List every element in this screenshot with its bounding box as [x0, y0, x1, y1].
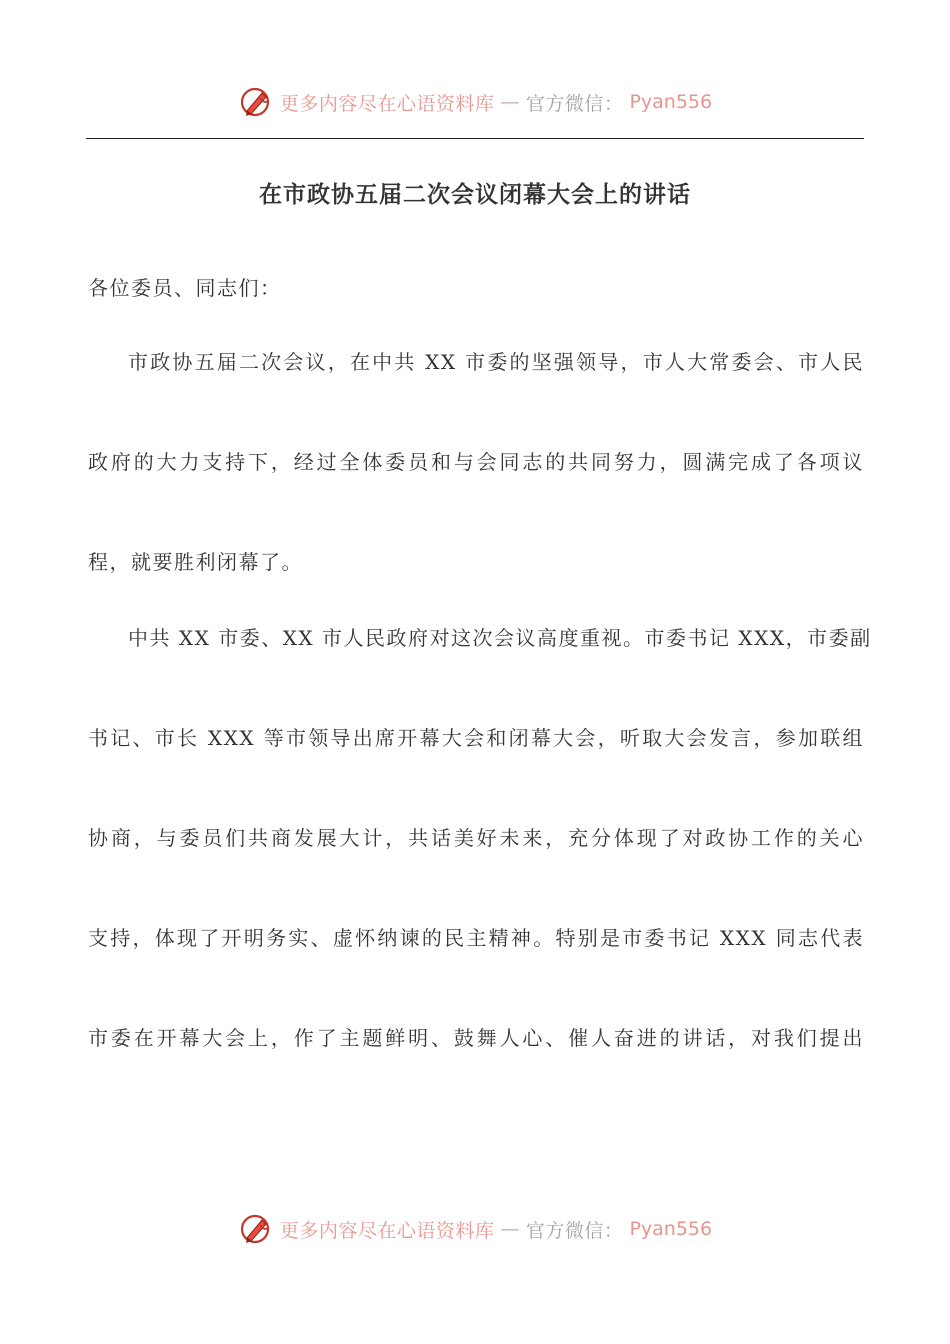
banner-label: 官方微信： — [525, 1219, 624, 1242]
paragraph-line: 市委在开幕大会上，作了主题鲜明、鼓舞人心、催人奋进的讲话，对我们提出 — [88, 1026, 864, 1050]
paragraph-line: 协商，与委员们共商发展大计，共话美好未来，充分体现了对政协工作的关心 — [88, 826, 864, 850]
paragraph-line: 支持，体现了开明务实、虚怀纳谏的民主精神。特别是市委书记 XXX 同志代表 — [88, 926, 864, 950]
document-title: 在市政协五届二次会议闭幕大会上的讲话 — [259, 181, 691, 208]
header-rule — [86, 138, 864, 139]
paragraph-1 — [88, 312, 864, 612]
paragraph-2 — [88, 588, 872, 1088]
footer-banner — [0, 1209, 950, 1249]
paragraph-line: 程，就要胜利闭幕了。 — [88, 550, 303, 574]
pen-nib-logo-icon — [238, 1211, 274, 1247]
paragraph-line: 书记、市长 XXX 等市领导出席开幕大会和闭幕大会，听取大会发言，参加联组 — [88, 726, 864, 750]
banner-text: 更多内容尽在心语资料库 — [279, 1219, 495, 1242]
paragraph-line: 政府的大力支持下，经过全体委员和与会同志的共同努力，圆满完成了各项议 — [88, 450, 864, 474]
header-banner — [0, 82, 950, 122]
banner-wechat-id: Pyan556 — [629, 91, 713, 113]
banner-dash: — — [500, 1218, 520, 1240]
paragraph-line: 市政协五届二次会议，在中共 XX 市委的坚强领导，市人大常委会、市人民 — [128, 350, 864, 374]
banner-label: 官方微信： — [525, 92, 624, 115]
pen-nib-logo-icon — [238, 84, 274, 120]
banner-text: 更多内容尽在心语资料库 — [279, 92, 495, 115]
paragraph-line: 中共 XX 市委、XX 市人民政府对这次会议高度重视。市委书记 XXX，市委副 — [128, 626, 872, 650]
banner-wechat-id: Pyan556 — [629, 1218, 713, 1240]
banner-dash: — — [500, 91, 520, 113]
greeting: 各位委员、同志们： — [88, 276, 282, 300]
